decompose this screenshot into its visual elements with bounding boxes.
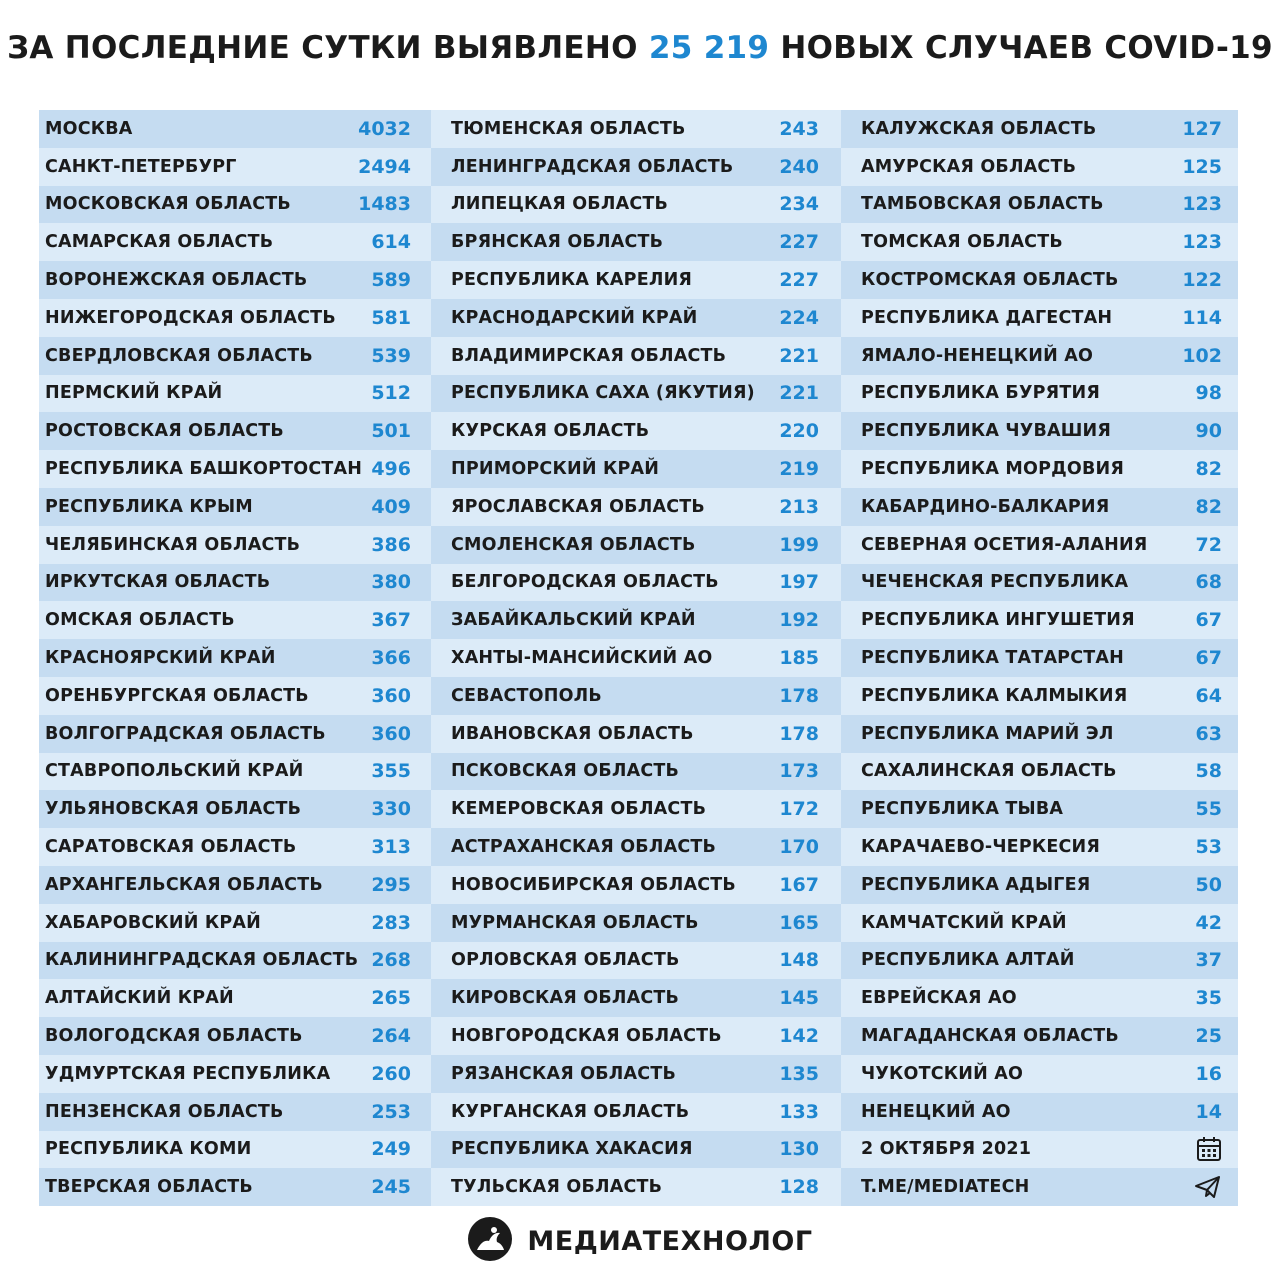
- title-text-before: ЗА ПОСЛЕДНИЕ СУТКИ ВЫЯВЛЕНО: [7, 30, 649, 66]
- case-count: 253: [371, 1100, 411, 1123]
- region-name: МОСКВА: [45, 118, 133, 139]
- table-row: [431, 979, 841, 1017]
- table-row: [39, 866, 431, 904]
- case-count: 68: [1195, 571, 1222, 594]
- table-row: [39, 715, 431, 753]
- table-row: [39, 110, 431, 148]
- region-name: РЕСПУБЛИКА МОРДОВИЯ: [861, 459, 1125, 480]
- region-name: ПРИМОРСКИЙ КРАЙ: [451, 459, 660, 480]
- table-row: [39, 904, 431, 942]
- table-row: [431, 828, 841, 866]
- case-count: 35: [1195, 987, 1222, 1010]
- case-count: 360: [371, 684, 411, 707]
- region-name: РЕСПУБЛИКА МАРИЙ ЭЛ: [861, 723, 1114, 744]
- case-count: 82: [1195, 458, 1222, 481]
- table-row: [431, 677, 841, 715]
- region-name: БРЯНСКАЯ ОБЛАСТЬ: [451, 232, 664, 253]
- region-name: ЯРОСЛАВСКАЯ ОБЛАСТЬ: [451, 496, 705, 517]
- table-row: [841, 942, 1238, 980]
- table-row: [841, 488, 1238, 526]
- table-row: [39, 564, 431, 602]
- table-row: [841, 1055, 1238, 1093]
- table-row: [39, 942, 431, 980]
- case-count: 16: [1195, 1062, 1222, 1085]
- table-row: [431, 1093, 841, 1131]
- region-name: ЕВРЕЙСКАЯ АО: [861, 988, 1017, 1009]
- case-count: 90: [1195, 420, 1222, 443]
- region-name: ТЮМЕНСКАЯ ОБЛАСТЬ: [451, 118, 686, 139]
- case-count: 213: [779, 495, 819, 518]
- region-name: БЕЛГОРОДСКАЯ ОБЛАСТЬ: [451, 572, 719, 593]
- case-count: 114: [1182, 306, 1222, 329]
- region-name: ЛЕНИНГРАДСКАЯ ОБЛАСТЬ: [451, 156, 734, 177]
- case-count: 37: [1195, 949, 1222, 972]
- region-name: ЯМАЛО-НЕНЕЦКИЙ АО: [861, 345, 1094, 366]
- region-name: РЕСПУБЛИКА ТАТАРСТАН: [861, 648, 1124, 669]
- case-count: 133: [779, 1100, 819, 1123]
- region-name: РЕСПУБЛИКА ТЫВА: [861, 799, 1064, 820]
- table-row: [39, 261, 431, 299]
- case-count: 409: [371, 495, 411, 518]
- region-name: ЛИПЕЦКАЯ ОБЛАСТЬ: [451, 194, 669, 215]
- region-name: ТВЕРСКАЯ ОБЛАСТЬ: [45, 1177, 253, 1198]
- table-row: [841, 110, 1238, 148]
- region-name: РЕСПУБЛИКА САХА (ЯКУТИЯ): [451, 383, 755, 404]
- case-count: 260: [371, 1062, 411, 1085]
- table-row: [841, 715, 1238, 753]
- region-name: РЕСПУБЛИКА АЛТАЙ: [861, 950, 1075, 971]
- table-row: [39, 186, 431, 224]
- case-count: 145: [779, 987, 819, 1010]
- region-name: ВЛАДИМИРСКАЯ ОБЛАСТЬ: [451, 345, 727, 366]
- case-count: 63: [1195, 722, 1222, 745]
- table-row: [39, 450, 431, 488]
- case-count: 50: [1195, 873, 1222, 896]
- case-count: 367: [371, 609, 411, 632]
- region-name: РЕСПУБЛИКА ДАГЕСТАН: [861, 307, 1113, 328]
- table-row: [39, 601, 431, 639]
- table-row: [841, 412, 1238, 450]
- case-count: 25: [1195, 1025, 1222, 1048]
- case-count: 512: [371, 382, 411, 405]
- region-name: САХАЛИНСКАЯ ОБЛАСТЬ: [861, 761, 1117, 782]
- table-row: [39, 375, 431, 413]
- table-row: [841, 677, 1238, 715]
- table-row: [431, 1017, 841, 1055]
- brand-name: МЕДИАТЕХНОЛОГ: [527, 1225, 813, 1257]
- region-name: РЕСПУБЛИКА КАЛМЫКИЯ: [861, 685, 1128, 706]
- table-row: [431, 488, 841, 526]
- page-title: [0, 30, 1280, 66]
- region-name: РЯЗАНСКАЯ ОБЛАСТЬ: [451, 1063, 676, 1084]
- region-name: ТАМБОВСКАЯ ОБЛАСТЬ: [861, 194, 1104, 215]
- table-row: [431, 261, 841, 299]
- region-name: ПЕНЗЕНСКАЯ ОБЛАСТЬ: [45, 1101, 284, 1122]
- region-name: УДМУРТСКАЯ РЕСПУБЛИКА: [45, 1063, 331, 1084]
- case-count: 313: [371, 836, 411, 859]
- case-count: 2494: [358, 155, 411, 178]
- table-row: [431, 639, 841, 677]
- table-row: [431, 790, 841, 828]
- region-name: СВЕРДЛОВСКАЯ ОБЛАСТЬ: [45, 345, 313, 366]
- region-name: СМОЛЕНСКАЯ ОБЛАСТЬ: [451, 534, 696, 555]
- region-name: КИРОВСКАЯ ОБЛАСТЬ: [451, 988, 680, 1009]
- case-count: 330: [371, 798, 411, 821]
- case-count: 148: [779, 949, 819, 972]
- region-name: РЕСПУБЛИКА ЧУВАШИЯ: [861, 421, 1112, 442]
- table-row: [841, 904, 1238, 942]
- table-row: [39, 639, 431, 677]
- region-name: ВОЛГОГРАДСКАЯ ОБЛАСТЬ: [45, 723, 326, 744]
- region-name: АЛТАЙСКИЙ КРАЙ: [45, 988, 234, 1009]
- case-count: 224: [779, 306, 819, 329]
- case-count: 265: [371, 987, 411, 1010]
- table-row: [39, 148, 431, 186]
- table-row: [431, 1131, 841, 1169]
- table-row: [39, 1093, 431, 1131]
- total-cases-highlight: 25 219: [648, 30, 770, 66]
- case-count: 220: [779, 420, 819, 443]
- region-name: ИРКУТСКАЯ ОБЛАСТЬ: [45, 572, 271, 593]
- table-row: [841, 526, 1238, 564]
- case-count: 197: [779, 571, 819, 594]
- table-row: [841, 979, 1238, 1017]
- table-row: [431, 904, 841, 942]
- region-name: АРХАНГЕЛЬСКАЯ ОБЛАСТЬ: [45, 874, 323, 895]
- case-count: 127: [1182, 117, 1222, 140]
- regions-column-2: [431, 110, 841, 1206]
- case-count: 14: [1195, 1100, 1222, 1123]
- region-name: ИВАНОВСКАЯ ОБЛАСТЬ: [451, 723, 694, 744]
- table-row: [431, 450, 841, 488]
- table-row: [841, 299, 1238, 337]
- case-count: 268: [371, 949, 411, 972]
- case-count: 295: [371, 873, 411, 896]
- table-row: [841, 223, 1238, 261]
- region-name: СЕВАСТОПОЛЬ: [451, 685, 602, 706]
- table-row: [431, 412, 841, 450]
- region-name: РЕСПУБЛИКА ХАКАСИЯ: [451, 1139, 693, 1160]
- case-count: 167: [779, 873, 819, 896]
- case-count: 227: [779, 269, 819, 292]
- case-count: 178: [779, 722, 819, 745]
- case-count: 227: [779, 231, 819, 254]
- region-name: ЧЕЧЕНСКАЯ РЕСПУБЛИКА: [861, 572, 1129, 593]
- case-count: 165: [779, 911, 819, 934]
- table-row: [39, 412, 431, 450]
- table-row: [841, 790, 1238, 828]
- case-count: 82: [1195, 495, 1222, 518]
- table-row: [431, 110, 841, 148]
- table-row: [39, 677, 431, 715]
- region-name: СТАВРОПОЛЬСКИЙ КРАЙ: [45, 761, 304, 782]
- region-name: ОМСКАЯ ОБЛАСТЬ: [45, 610, 235, 631]
- table-row: [841, 450, 1238, 488]
- region-name: ОРЕНБУРГСКАЯ ОБЛАСТЬ: [45, 685, 309, 706]
- region-name: КУРСКАЯ ОБЛАСТЬ: [451, 421, 650, 442]
- region-name: КЕМЕРОВСКАЯ ОБЛАСТЬ: [451, 799, 707, 820]
- case-count: 221: [779, 344, 819, 367]
- calendar-icon: [1196, 1136, 1222, 1162]
- region-name: ТУЛЬСКАЯ ОБЛАСТЬ: [451, 1177, 663, 1198]
- case-count: 264: [371, 1025, 411, 1048]
- table-row: [39, 753, 431, 791]
- channel-row[interactable]: [841, 1168, 1238, 1206]
- region-name: РЕСПУБЛИКА БУРЯТИЯ: [861, 383, 1101, 404]
- table-row: [841, 261, 1238, 299]
- channel-link[interactable]: T.ME/MEDIATECH: [861, 1177, 1030, 1198]
- region-name: АСТРАХАНСКАЯ ОБЛАСТЬ: [451, 837, 717, 858]
- table-row: [39, 1131, 431, 1169]
- table-row: [39, 488, 431, 526]
- table-row: [841, 148, 1238, 186]
- region-name: ХАНТЫ-МАНСИЙСКИЙ АО: [451, 648, 713, 669]
- table-row: [841, 337, 1238, 375]
- region-name: КРАСНОЯРСКИЙ КРАЙ: [45, 648, 276, 669]
- table-row: [39, 526, 431, 564]
- region-name: МАГАДАНСКАЯ ОБЛАСТЬ: [861, 1026, 1119, 1047]
- case-count: 243: [779, 117, 819, 140]
- table-row: [431, 148, 841, 186]
- table-row: [39, 1168, 431, 1206]
- case-count: 58: [1195, 760, 1222, 783]
- table-row: [431, 715, 841, 753]
- case-count: 245: [371, 1176, 411, 1199]
- table-row: [841, 828, 1238, 866]
- table-row: [431, 375, 841, 413]
- table-row: [431, 1055, 841, 1093]
- case-count: 122: [1182, 269, 1222, 292]
- region-name: ЗАБАЙКАЛЬСКИЙ КРАЙ: [451, 610, 696, 631]
- case-count: 42: [1195, 911, 1222, 934]
- case-count: 199: [779, 533, 819, 556]
- region-name: ХАБАРОВСКИЙ КРАЙ: [45, 912, 262, 933]
- case-count: 234: [779, 193, 819, 216]
- region-name: РЕСПУБЛИКА КРЫМ: [45, 496, 253, 517]
- table-row: [841, 753, 1238, 791]
- region-name: ПЕРМСКИЙ КРАЙ: [45, 383, 223, 404]
- region-name: НИЖЕГОРОДСКАЯ ОБЛАСТЬ: [45, 307, 336, 328]
- case-count: 221: [779, 382, 819, 405]
- case-count: 130: [779, 1138, 819, 1161]
- region-name: УЛЬЯНОВСКАЯ ОБЛАСТЬ: [45, 799, 302, 820]
- table-row: [431, 299, 841, 337]
- region-name: САМАРСКАЯ ОБЛАСТЬ: [45, 232, 274, 253]
- region-name: МОСКОВСКАЯ ОБЛАСТЬ: [45, 194, 291, 215]
- table-row: [841, 375, 1238, 413]
- table-row: [431, 942, 841, 980]
- table-row: [431, 564, 841, 602]
- case-count: 539: [371, 344, 411, 367]
- region-name: ЧУКОТСКИЙ АО: [861, 1063, 1024, 1084]
- case-count: 123: [1182, 193, 1222, 216]
- region-name: САНКТ-ПЕТЕРБУРГ: [45, 156, 237, 177]
- case-count: 142: [779, 1025, 819, 1048]
- case-count: 170: [779, 836, 819, 859]
- table-row: [39, 828, 431, 866]
- region-name: НОВОСИБИРСКАЯ ОБЛАСТЬ: [451, 874, 736, 895]
- region-name: КУРГАНСКАЯ ОБЛАСТЬ: [451, 1101, 690, 1122]
- region-name: ВОЛОГОДСКАЯ ОБЛАСТЬ: [45, 1026, 303, 1047]
- table-row: [431, 601, 841, 639]
- region-name: НЕНЕЦКИЙ АО: [861, 1101, 1011, 1122]
- case-count: 219: [779, 458, 819, 481]
- region-name: РЕСПУБЛИКА КАРЕЛИЯ: [451, 270, 693, 291]
- case-count: 366: [371, 647, 411, 670]
- region-name: РОСТОВСКАЯ ОБЛАСТЬ: [45, 421, 284, 442]
- region-name: КОСТРОМСКАЯ ОБЛАСТЬ: [861, 270, 1119, 291]
- case-count: 283: [371, 911, 411, 934]
- case-count: 355: [371, 760, 411, 783]
- region-name: КАЛУЖСКАЯ ОБЛАСТЬ: [861, 118, 1097, 139]
- table-row: [39, 1017, 431, 1055]
- footer-brand: [0, 1218, 1280, 1264]
- table-row: [841, 1093, 1238, 1131]
- case-count: 173: [779, 760, 819, 783]
- regions-column-3: [841, 110, 1238, 1206]
- table-row: [841, 186, 1238, 224]
- table-row: [431, 337, 841, 375]
- table-row: [841, 639, 1238, 677]
- case-count: 125: [1182, 155, 1222, 178]
- table-row: [431, 223, 841, 261]
- case-count: 501: [371, 420, 411, 443]
- mediatech-logo-icon: [467, 1216, 513, 1266]
- case-count: 123: [1182, 231, 1222, 254]
- region-name: МУРМАНСКАЯ ОБЛАСТЬ: [451, 912, 699, 933]
- table-row: [841, 601, 1238, 639]
- title-text-after: НОВЫХ СЛУЧАЕВ COVID-19: [769, 30, 1273, 66]
- case-count: 496: [371, 458, 411, 481]
- case-count: 98: [1195, 382, 1222, 405]
- region-name: СЕВЕРНАЯ ОСЕТИЯ-АЛАНИЯ: [861, 534, 1148, 555]
- telegram-icon[interactable]: [1194, 1174, 1222, 1200]
- table-row: [841, 866, 1238, 904]
- case-count: 72: [1195, 533, 1222, 556]
- case-count: 185: [779, 647, 819, 670]
- case-count: 589: [371, 269, 411, 292]
- case-count: 135: [779, 1062, 819, 1085]
- date-label: 2 ОКТЯБРЯ 2021: [861, 1139, 1032, 1160]
- region-name: КАБАРДИНО-БАЛКАРИЯ: [861, 496, 1110, 517]
- table-row: [431, 1168, 841, 1206]
- table-row: [841, 1017, 1238, 1055]
- region-name: РЕСПУБЛИКА КОМИ: [45, 1139, 252, 1160]
- case-count: 192: [779, 609, 819, 632]
- case-count: 249: [371, 1138, 411, 1161]
- region-name: ТОМСКАЯ ОБЛАСТЬ: [861, 232, 1063, 253]
- case-count: 240: [779, 155, 819, 178]
- table-row: [431, 526, 841, 564]
- case-count: 4032: [358, 117, 411, 140]
- table-row: [39, 1055, 431, 1093]
- region-name: РЕСПУБЛИКА АДЫГЕЯ: [861, 874, 1091, 895]
- case-count: 67: [1195, 647, 1222, 670]
- region-name: КАЛИНИНГРАДСКАЯ ОБЛАСТЬ: [45, 950, 359, 971]
- case-count: 1483: [358, 193, 411, 216]
- region-name: ПСКОВСКАЯ ОБЛАСТЬ: [451, 761, 680, 782]
- table-row: [431, 753, 841, 791]
- case-count: 178: [779, 684, 819, 707]
- case-count: 614: [371, 231, 411, 254]
- table-row: [431, 866, 841, 904]
- case-count: 172: [779, 798, 819, 821]
- case-count: 53: [1195, 836, 1222, 859]
- table-row: [841, 564, 1238, 602]
- table-row: [39, 223, 431, 261]
- table-row: [431, 186, 841, 224]
- case-count: 64: [1195, 684, 1222, 707]
- case-count: 67: [1195, 609, 1222, 632]
- case-count: 102: [1182, 344, 1222, 367]
- case-count: 380: [371, 571, 411, 594]
- case-count: 360: [371, 722, 411, 745]
- case-count: 128: [779, 1176, 819, 1199]
- region-name: НОВГОРОДСКАЯ ОБЛАСТЬ: [451, 1026, 722, 1047]
- region-name: ВОРОНЕЖСКАЯ ОБЛАСТЬ: [45, 270, 308, 291]
- region-name: КРАСНОДАРСКИЙ КРАЙ: [451, 307, 698, 328]
- table-row: [39, 337, 431, 375]
- region-name: РЕСПУБЛИКА ИНГУШЕТИЯ: [861, 610, 1135, 631]
- table-row: [39, 979, 431, 1017]
- table-row: [39, 299, 431, 337]
- region-name: ЧЕЛЯБИНСКАЯ ОБЛАСТЬ: [45, 534, 301, 555]
- case-count: 55: [1195, 798, 1222, 821]
- case-count: 581: [371, 306, 411, 329]
- region-name: АМУРСКАЯ ОБЛАСТЬ: [861, 156, 1077, 177]
- region-name: САРАТОВСКАЯ ОБЛАСТЬ: [45, 837, 297, 858]
- region-name: ОРЛОВСКАЯ ОБЛАСТЬ: [451, 950, 680, 971]
- case-count: 386: [371, 533, 411, 556]
- regions-column-1: [39, 110, 431, 1206]
- date-row: [841, 1131, 1238, 1169]
- region-name: КАМЧАТСКИЙ КРАЙ: [861, 912, 1067, 933]
- region-name: РЕСПУБЛИКА БАШКОРТОСТАН: [45, 459, 363, 480]
- region-name: КАРАЧАЕВО-ЧЕРКЕСИЯ: [861, 837, 1101, 858]
- table-row: [39, 790, 431, 828]
